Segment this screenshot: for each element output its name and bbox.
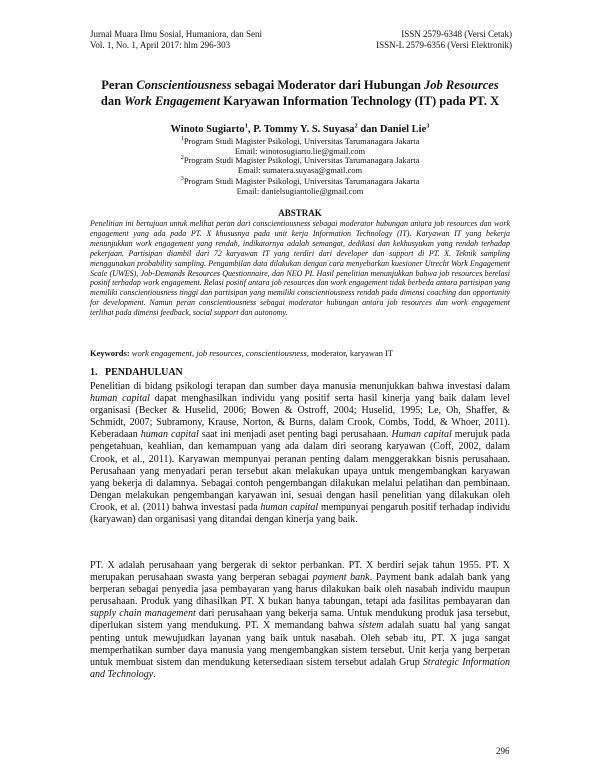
author-email[interactable]: Email: danielsugiantolie@gmail.com <box>236 186 364 196</box>
author-email[interactable]: Email: winotosugiarto.lie@gmail.com <box>234 146 366 156</box>
affiliation-1: $^1$Program Studi Magister Psikologi, Universitas Tarumanagara Jakarta Email: winotosugiarto.lie@gmail.com <box>150 136 450 156</box>
body-paragraph-1: Penelitian di bidang psikologi terapan dan sumber daya manusia menunjukkan bahwa investasi dalam human capital dapat menghasilkan individu yang positif serta hasil kinerja yang baik dalam level organisasi (Becker & Huselid, 2006; Bowen & Ostroff, 2004; Huselid, 1995; Le, Oh, Shaffer, & Schmidt, 2007; Subramony, Krause, Norton, & Burns, dalam Crook, Combs, Todd, & Whoer, 2011). Keberadaan human capital saat ini menjadi aset penting bagi perusahaan. Human capital merujuk pada pengetahuan, keahlian, dan kemampuan yang ada dalam diri seorang karyawan (Coff, 2002, dalam Crook, et al., 2011). Karyawan mempunyai peranan penting dalam menggerakkan bisnis perusahaan. Perusahaan yang menyadari peran tersebut akan melakukan upaya untuk mengembangkan karyawan yang bekerja di dalamnya. Sebagai contoh pengembangan dilakukan melalui pelatihan dan pembinaan. Dengan melakukan pengembangan karyawan ini, sesuai dengan hasil penelitian yang dilakukan oleh Crook, et al. (2011) bahwa investasi pada human capital mempunyai pengaruh positif terhadap individu (karyawan) dan organisasi yang ditandai dengan kinerja yang baik. <box>90 381 510 526</box>
running-header-left <box>90 29 262 51</box>
author-list: Winoto Sugiarto$^1$, P. Tommy Y. S. Suyasa$^2$ dan Daniel Lie$^3$ <box>170 122 430 135</box>
affiliation-3: $^3$Program Studi Magister Psikologi, Universitas Tarumanagara Jakarta Email: danielsugiantolie@gmail.com <box>150 176 450 196</box>
running-header-right <box>376 29 512 51</box>
abstract-heading: ABSTRAK <box>278 208 322 218</box>
section-heading: 1. PENDAHULUAN <box>90 367 183 378</box>
issn-print: ISSN 2579-6348 (Versi Cetak) <box>401 29 512 39</box>
abstract-text: Penelitian ini bertujuan untuk melihat peran dari conscientiousness sebagai moderator hubungan antara job resources dan work engagement yang ada pada PT. X khususnya pada unit kerja Information Technology (IT). Karyawan IT yang bekerja menunjukkan work engagement yang rendah, indikatornya adalah semangat, dedikasi dan kekhusyukan yang rendah terhadap pekerjaan. Partisipan diambil dari 72 karyawan IT yang terdiri dari developer dan support di PT. X. Teknik sampling menggunakan probability sampling. Pengambilan data dilakukan dengan cara menyebarkan kuesioner Utrecht Work Engagement Scale (UWES), Job-Demands Resources Questionnaire, dan NEO PI. Hasil penelitian menunjukkan bahwa job resources berelasi positif terhadap work engagement. Relasi positif antara job resources dan work engagement tidak berbeda antara partisipan yang memiliki conscientiousness tinggi dan partisipan yang memiliki conscientiousness rendah pada dimensi coaching dan opportunity for development. Namun peran conscientiousness sebagai moderator hubungan antara job resources dan work engagement terlihat pada dimensi feedback, social support dan autonomy. <box>90 219 510 318</box>
issn-online: ISSN-L 2579-6356 (Versi Elektronik) <box>376 40 512 50</box>
keywords-label: Keywords: <box>90 348 130 358</box>
paper-title: Peran Conscientiousness sebagai Moderator dari Hubungan Job Resources dan Work Engagement Karyawan Information Technology (IT) pada PT. X <box>100 78 500 108</box>
affiliation-2: $^2$Program Studi Magister Psikologi, Universitas Tarumanagara Jakarta Email: sumatera.suyasa@gmail.com <box>150 155 450 175</box>
keywords: Keywords: work engagement, job resources, conscientiousness, moderator, karyawan IT <box>90 348 394 358</box>
journal-name: Jurnal Muara Ilmu Sosial, Humaniora, dan Seni <box>90 29 262 39</box>
author-email[interactable]: Email: sumatera.suyasa@gmail.com <box>237 165 363 175</box>
body-paragraph-2: PT. X adalah perusahaan yang bergerak di sektor perbankan. PT. X berdiri sejak tahun 1955. PT. X merupakan perusahaan swasta yang berperan sebagai payment bank. Payment bank adalah bank yang berperan sebagai penyedia jasa pembayaran yang harus dilakukan baik oleh nasabah individu maupun perusahaan. Produk yang dihasilkan PT. X bukan hanya tabungan, tetapi ada fasilitas pembayaran dan supply chain management dari perusahaan yang bekerja sama. Untuk mendukung produk jasa tersebut, diperlukan sistem yang mendukung. PT. X memandang bahwa sistem adalah suatu hal yang sangat penting untuk mewujudkan layanan yang baik untuk nasabah. Oleh sebab itu, PT. X juga sangat memperhatikan sumber daya manusia yang mengembangkan sistem tersebut. Unit kerja yang berperan untuk membuat sistem dan mendukung ketersediaan sistem tersebut adalah Grup Strategic Information and Technology. <box>90 560 510 680</box>
page-number: 296 <box>496 746 510 756</box>
journal-volume: Vol. 1, No. 1, April 2017: hlm 296-303 <box>90 40 231 50</box>
